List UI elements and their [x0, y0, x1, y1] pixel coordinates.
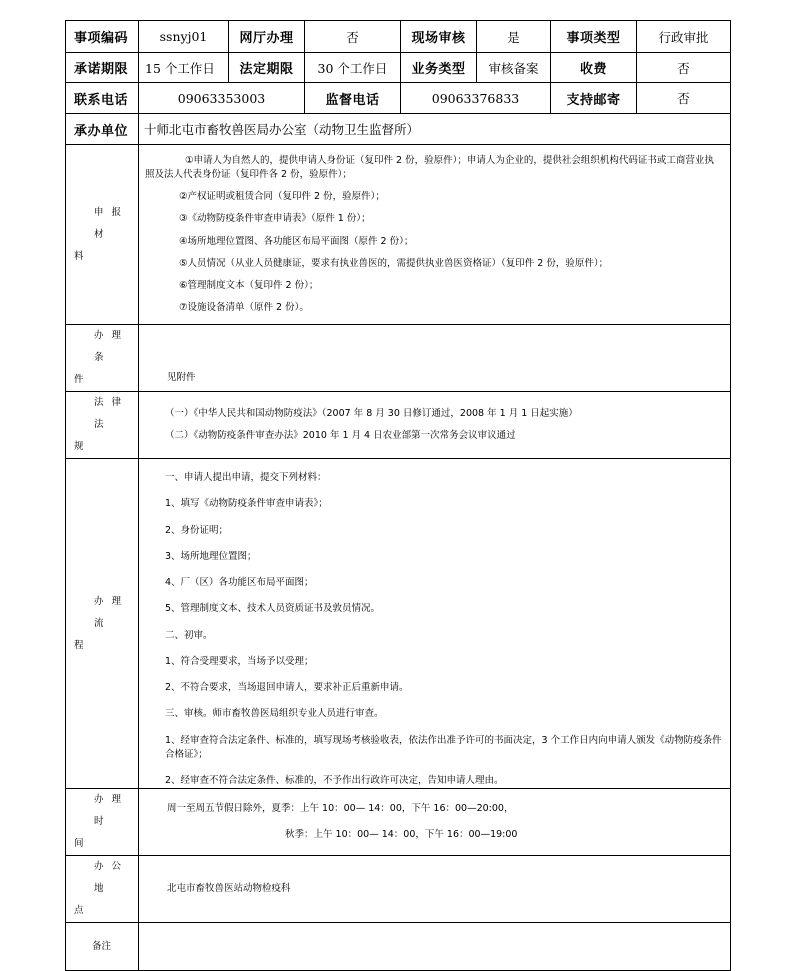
- onsite-value: 是: [477, 21, 551, 53]
- process-step: 5、管理制度文本、技术人员资质证书及敦员情况。: [165, 603, 381, 615]
- process-label: [66, 459, 139, 789]
- row-process: [66, 459, 731, 789]
- fee-label: 收费: [551, 53, 637, 83]
- process-step: 2、不符合要求，当场退回申请人，要求补正后重新申请。: [165, 682, 409, 693]
- row-hours: [66, 789, 731, 856]
- biz-value: 审核备案: [477, 53, 551, 83]
- phone-value: 09063353003: [139, 83, 305, 114]
- materials-label: [66, 145, 139, 325]
- process-step: 3、场所地理位置图；: [165, 550, 257, 562]
- process-step: 一、申请人提出申请，提交下列材料：: [165, 472, 327, 483]
- laws-content: [139, 392, 731, 459]
- conditions-label-b: 件: [74, 374, 92, 385]
- dept-label: 承办单位: [66, 114, 139, 145]
- row-location: [66, 856, 731, 923]
- phone-label: 联系电话: [66, 83, 139, 114]
- row-dept: [66, 114, 731, 145]
- process-step: 二、初审。: [165, 629, 213, 641]
- supervise-value: 09063376833: [401, 83, 551, 114]
- material-item: ③《动物防疫条件审查申请表》（原件 1 份）；: [179, 213, 371, 225]
- hours-label-b: 间: [74, 838, 92, 850]
- process-step: 1、符合受理要求，当场予以受理；: [165, 655, 314, 667]
- material-item: ⑥管理制度文本（复印件 2 份）；: [179, 280, 319, 291]
- location-content: 北屯市畜牧兽医站动物检疫科: [139, 856, 731, 923]
- promise-label: 承诺期限: [66, 53, 139, 83]
- process-content: [139, 459, 731, 789]
- hours-content: [139, 789, 731, 856]
- laws-label-a: 法律法: [94, 397, 130, 430]
- mail-label: 支持邮寄: [551, 83, 637, 114]
- type-label: 事项类型: [551, 21, 637, 53]
- laws-label: [66, 392, 139, 459]
- type-value: 行政审批: [637, 21, 731, 53]
- biz-label: 业务类型: [401, 53, 477, 83]
- location-label: [66, 856, 139, 923]
- dept-value: 十师北屯市畜牧兽医局办公室（动物卫生监督所）: [139, 114, 731, 145]
- legal-label: 法定期限: [229, 53, 305, 83]
- code-value: ssnyj01: [139, 21, 229, 53]
- service-info-table: [65, 20, 731, 971]
- process-step: 2、身份证明；: [165, 524, 229, 536]
- hall-label: 网厅办理: [229, 21, 305, 53]
- hall-value: 否: [305, 21, 401, 53]
- material-item: ⑦设施设备清单（原件 2 份）。: [179, 302, 309, 314]
- remarks-label: 备注: [66, 923, 139, 971]
- mail-value: 否: [637, 83, 731, 114]
- process-step: 1、填写《动物防疫条件审查申请表》；: [165, 498, 328, 510]
- location-label-a: 办公地: [94, 861, 130, 895]
- location-label-b: 点: [74, 905, 92, 917]
- hours-line: 秋季：上午 10：00— 14：00，下午 16：00—19:00: [285, 829, 518, 841]
- conditions-label-a: 办理条: [94, 330, 130, 363]
- materials-label-b: 料: [74, 250, 92, 262]
- material-item: ②产权证明或租赁合同（复印件 2 份，验原件）；: [179, 191, 385, 202]
- legal-value: 30 个工作日: [305, 53, 401, 83]
- fee-value: 否: [637, 53, 731, 83]
- laws-label-b: 规: [74, 441, 92, 452]
- row-conditions: [66, 325, 731, 392]
- conditions-label: [66, 325, 139, 392]
- row-code: [66, 21, 731, 53]
- process-step: 4、厂（区）各功能区布局平面图；: [165, 577, 314, 588]
- law-item: （一）《中华人民共和国动物防疫法》（2007 年 8 月 30 日修订通过，2008 年 1 月 1 日起实施）: [165, 407, 578, 419]
- law-item: （二）《动物防疫条件审查办法》2010 年 1 月 4 日农业部第一次常务会议审议通过: [165, 430, 516, 441]
- row-phone: [66, 83, 731, 114]
- material-item: ①申请人为自然人的，提供申请人身份证（复印件 2 份，验原件）；申请人为企业的，提供社会组织机构代码证书或工商营业执照及法人代表身份证（复印件各 2 份，验原件）；: [145, 154, 714, 180]
- promise-value: 15 个工作日: [139, 53, 229, 83]
- form-sheet: [65, 20, 730, 952]
- hours-label-a: 办理时: [94, 794, 130, 828]
- hours-line: 周一至周五节假日除外，夏季：上午 10：00— 14：00，下午 16：00—20:00，: [167, 803, 514, 814]
- process-step: 三、审核。师市畜牧兽医局组织专业人员进行审查。: [165, 708, 384, 720]
- material-item: ④场所地理位置图、各功能区布局平面图（原件 2 份）；: [179, 235, 414, 247]
- row-laws: [66, 392, 731, 459]
- material-item: ⑤人员情况（从业人员健康证，要求有执业兽医的，需提供执业兽医资格证）（复印件 2 份，验原件）；: [179, 257, 609, 269]
- process-step: 2、经审查不符合法定条件、标准的，不予作出行政许可决定，告知申请人理由。: [165, 775, 504, 786]
- onsite-label: 现场审核: [401, 21, 477, 53]
- conditions-content: 见附件: [139, 325, 731, 392]
- materials-label-a: 申报材: [94, 206, 130, 240]
- process-label-b: 程: [74, 639, 92, 651]
- row-period: [66, 53, 731, 83]
- materials-content: [139, 145, 731, 325]
- process-step: 1、经审查符合法定条件、标准的，填写现场考核验收表，依法作出准予许可的书面决定，3 个工作日内向申请人颁发《动物防疫条件合格证》；: [165, 734, 722, 760]
- supervise-label: 监督电话: [305, 83, 401, 114]
- row-materials: [66, 145, 731, 325]
- process-label-a: 办理流: [94, 595, 130, 629]
- hours-label: [66, 789, 139, 856]
- code-label: 事项编码: [66, 21, 139, 53]
